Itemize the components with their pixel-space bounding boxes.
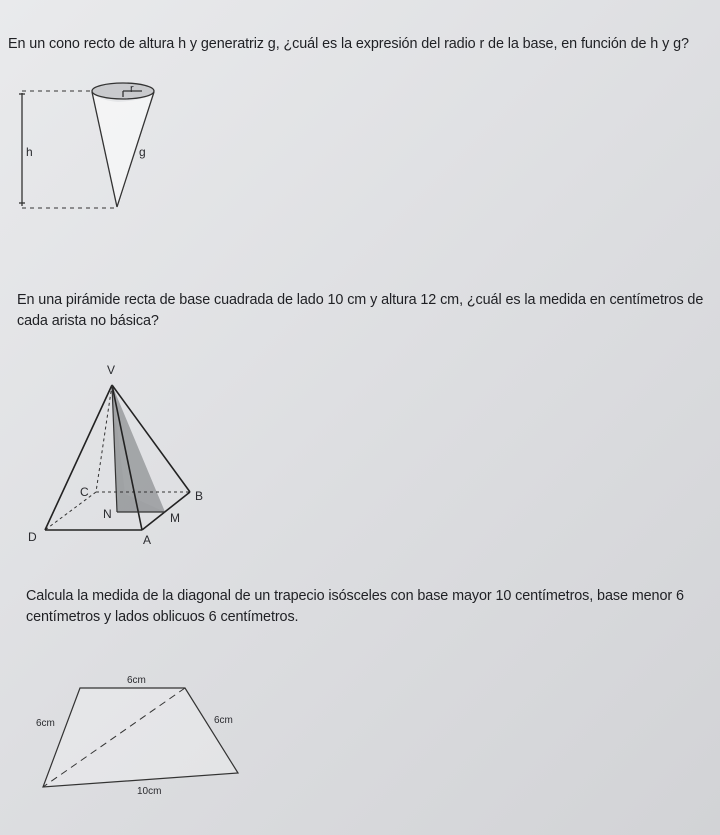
question-3-text: Calcula la medida de la diagonal de un trapecio isósceles con base mayor 10 centímetros, base menor 6 centímetros y lados oblicuos 6 centímetros. <box>26 588 684 625</box>
pyramid-label-a: A <box>143 533 152 547</box>
cone-label-r: r <box>130 83 134 95</box>
trapezoid-shape <box>43 688 238 787</box>
pyramid-label-n: N <box>103 507 112 521</box>
pyramid-label-d: D <box>28 530 37 544</box>
trapezoid-label-left: 6cm <box>36 718 55 729</box>
question-2-text: En una pirámide recta de base cuadrada de lado 10 cm y altura 12 cm, ¿cuál es la medida en centímetros de cada arista no básica? <box>17 292 704 329</box>
trapezoid-label-top: 6cm <box>127 675 146 686</box>
pyramid-label-m: M <box>170 511 180 525</box>
pyramid-label-c: C <box>80 485 89 499</box>
cone-label-h: h <box>26 145 33 159</box>
pyramid-label-v: V <box>107 363 116 377</box>
trapezoid-label-right: 6cm <box>214 715 233 726</box>
question-1-text: En un cono recto de altura h y generatriz g, ¿cuál es la expresión del radio r de la base, en función de h y g? <box>8 36 689 52</box>
cone-label-g: g <box>139 145 146 159</box>
trapezoid-label-bottom: 10cm <box>137 786 162 797</box>
pyramid-label-b: B <box>195 489 204 503</box>
